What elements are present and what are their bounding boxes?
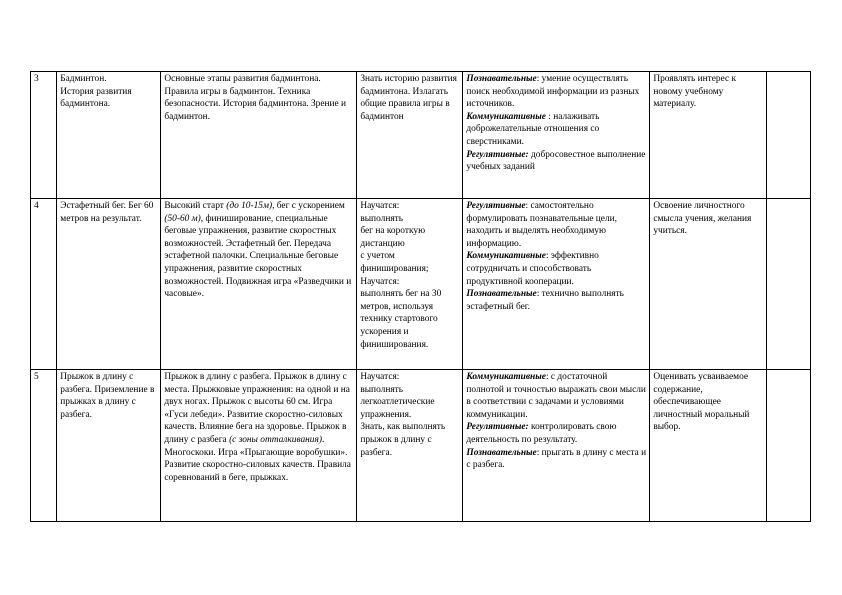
- content-part: Прыжок в длину с разбега. Прыжок в длину с места. Прыжковые упражнения: на одной и на двух ногах. Прыжок с высоты 60 см. Игра «Гуси лебеди». Развитие скоростно-силовых качеств. Влияние бега на здоровье. Прыжок в длину с разбега: [164, 372, 350, 445]
- uud-label: Познавательные: [466, 74, 537, 84]
- uud-label: Познавательные: [466, 447, 537, 458]
- uud-sep: :: [545, 251, 549, 262]
- content-part: Высокий старт: [164, 201, 227, 211]
- content-part: , финиширование, специальные беговые упражнения, развитие скоростных возможностей. Эстафетный бег. Передача эстафетной палочки. Специальные беговые упражнения, развитие скоростных возможностей. Подвижная игра «Разведчики и часовые».: [164, 213, 352, 300]
- subject-results: Научатся: выполнять легкоатлетические упражнения. Знать, как выполнять прыжок в длину с разбега.: [357, 370, 463, 522]
- uud-item: [466, 371, 646, 421]
- uud-item: [466, 288, 646, 313]
- uud-text: контролировать свою деятельность по результату.: [466, 422, 617, 445]
- row-number: 4: [31, 199, 57, 370]
- personal-results: Оценивать усваиваемое содержание, обеспечивающее личностный моральный выбор.: [650, 370, 766, 522]
- uud-item: [466, 250, 646, 288]
- lesson-plan-table: [30, 71, 811, 522]
- uud-sep: :: [536, 289, 540, 300]
- uud-text: эффективно сотрудничать и способствовать продуктивной кооперации.: [466, 251, 599, 287]
- lesson-content: [161, 199, 357, 370]
- lesson-content: [161, 370, 357, 522]
- uud-item: [466, 447, 646, 472]
- lesson-theme: Эстафетный бег. Бег 60 метров на результат.: [57, 199, 161, 370]
- personal-results: Освоение личностного смысла учения, желания учиться.: [650, 199, 766, 370]
- uud-text: технично выполнять эстафетный бег.: [466, 289, 624, 312]
- personal-results: Проявлять интерес к новому учебному материалу.: [650, 72, 766, 199]
- uud-text: добросовестное выполнение учебных заданий: [466, 149, 646, 173]
- uud-label: Регулятивные: [466, 201, 526, 211]
- subject-results: Знать историю развития бадминтона. Излагать общие правила игры в бадминтон: [357, 72, 463, 199]
- uud-sep: :: [536, 74, 540, 84]
- uud-label: Коммуникативные: [466, 111, 546, 122]
- uud-item: [466, 73, 646, 111]
- uud-text: : самостоятельно формулировать познавательные цели, находить и выделять необходимую информацию.: [466, 201, 617, 249]
- empty-cell: [766, 199, 811, 370]
- uud-results: [463, 370, 650, 522]
- uud-results: [463, 72, 650, 199]
- uud-text: умение осуществлять поиск необходимой информации из разных источников.: [466, 74, 640, 110]
- uud-item: [466, 149, 646, 174]
- uud-item: [466, 111, 646, 149]
- content-part: , бег с ускорением: [272, 201, 345, 211]
- uud-label: Познавательные: [466, 289, 537, 300]
- uud-text: : с достаточной полнотой и точностью выражать свои мысли в соответствии с задачами и условиями коммуникации.: [466, 372, 646, 420]
- row-number: 3: [31, 72, 57, 199]
- uud-text: : налаживать доброжелательные отношения со сверстниками.: [466, 111, 600, 147]
- subject-results: Научатся: выполнять бег на короткую дистанцию с учетом финиширования; Научатся: выполнять бег на 30 метров, используя технику стартового ускорения и финиширования.: [357, 199, 463, 370]
- table-row: [31, 199, 811, 370]
- uud-label: Регулятивные:: [466, 149, 529, 160]
- uud-text: : прыгать в длину с места и с разбега.: [466, 447, 647, 471]
- uud-label: Коммуникативные: [466, 251, 546, 262]
- lesson-theme: Бадминтон. История развития бадминтона.: [57, 72, 161, 199]
- uud-label: Коммуникативные: [466, 372, 546, 382]
- content-part-italic: (50-60 м): [164, 213, 201, 224]
- uud-item: [466, 200, 646, 250]
- empty-cell: [766, 370, 811, 522]
- uud-results: [463, 199, 650, 370]
- uud-item: [466, 421, 646, 446]
- uud-label: Регулятивные:: [466, 422, 529, 433]
- table-row: [31, 72, 811, 199]
- lesson-theme: Прыжок в длину с разбега. Приземление в прыжках в длину с разбега.: [57, 370, 161, 522]
- content-part-italic: (с зоны отталкивания): [229, 434, 322, 445]
- row-number: 5: [31, 370, 57, 522]
- empty-cell: [766, 72, 811, 199]
- content-part: . Многоскоки. Игра «Прыгающие воробушки». Развитие скоростно-силовых качеств. Правила соревнований в беге, прыжках.: [164, 434, 351, 483]
- content-part-italic: (до 10-15м): [226, 201, 273, 211]
- lesson-content: Основные этапы развития бадминтона. Правила игры в бадминтон. Техника безопасности. История бадминтона. Зрение и бадминтон.: [161, 72, 357, 199]
- table-row: [31, 370, 811, 522]
